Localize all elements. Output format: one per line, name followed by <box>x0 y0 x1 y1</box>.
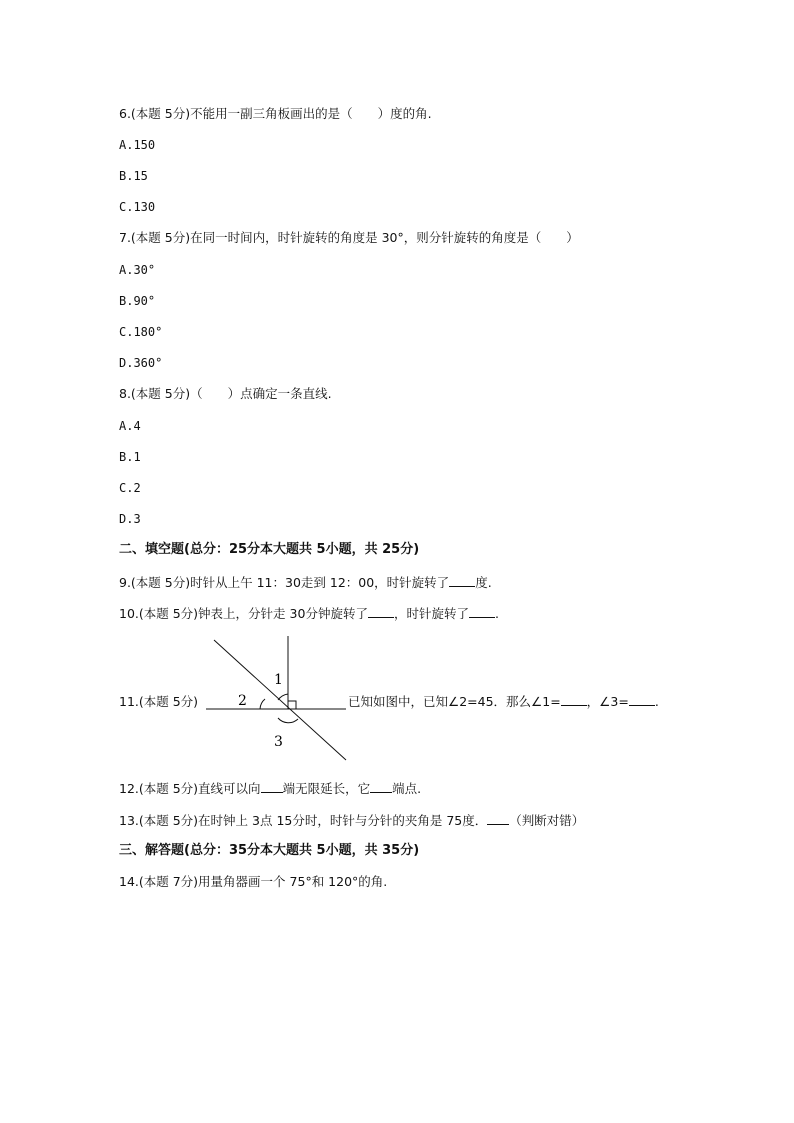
q10-text-before: 10.(本题 5分)钟表上，分针走 30分钟旋转了 <box>119 606 368 621</box>
q8-option-d: D.3 <box>119 512 141 526</box>
q8-stem: 8.(本题 5分)（ ）点确定一条直线. <box>119 386 332 401</box>
q11-answer-blank-2[interactable] <box>629 693 655 706</box>
q11-prefix: 11.(本题 5分) <box>119 694 199 709</box>
q8-option-c: C.2 <box>119 481 141 495</box>
q11-angle-figure <box>200 634 350 764</box>
section-2-heading: 二、填空题(总分：25分本大题共 5小题，共 25分) <box>119 542 420 557</box>
q10-answer-blank-2[interactable] <box>469 605 495 618</box>
q7-option-c: C.180° <box>119 325 163 339</box>
q11-answer-blank-1[interactable] <box>561 693 587 706</box>
q12-answer-blank-1[interactable] <box>261 780 283 793</box>
q7-option-a: A.30° <box>119 263 156 277</box>
label-2: 2 <box>238 693 247 709</box>
q9-text-after: 度. <box>475 575 492 590</box>
q11-text-before: 已知如图中，已知∠2=45．那么∠1= <box>348 694 561 709</box>
q14-stem: 14.(本题 7分)用量角器画一个 75°和 120°的角. <box>119 874 388 889</box>
q6-option-a: A.150 <box>119 138 156 152</box>
q10-line <box>119 605 499 622</box>
q10-text-after: . <box>494 606 499 621</box>
q12-text-after: 端点. <box>392 781 422 796</box>
q12-text-middle: 端无限延长，它 <box>282 781 371 796</box>
q11-text-middle: ，∠3= <box>586 694 629 709</box>
q8-option-a: A.4 <box>119 419 141 433</box>
label-1: 1 <box>274 672 283 688</box>
q13-text-before: 13.(本题 5分)在时钟上 3点 15分时，时针与分针的夹角是 75度． <box>119 813 488 828</box>
q9-line <box>119 574 492 591</box>
q10-text-middle: ，时针旋转了 <box>393 606 469 621</box>
q8-option-b: B.1 <box>119 450 141 464</box>
q11-text-after: . <box>654 694 659 709</box>
q13-answer-blank[interactable] <box>487 812 509 825</box>
q12-answer-blank-2[interactable] <box>370 780 392 793</box>
q9-text-before: 9.(本题 5分)时针从上午 11：30走到 12：00，时针旋转了 <box>119 575 450 590</box>
q13-line <box>119 812 584 829</box>
q12-text-before: 12.(本题 5分)直线可以向 <box>119 781 261 796</box>
angle-2-arc <box>260 699 265 709</box>
q7-option-d: D.360° <box>119 356 163 370</box>
q9-answer-blank[interactable] <box>449 574 475 587</box>
angle-3-arc <box>278 718 298 723</box>
q11-suffix <box>348 692 659 710</box>
q13-text-after: （判断对错） <box>509 813 585 828</box>
q12-line <box>119 780 421 797</box>
q6-stem: 6.(本题 5分)不能用一副三角板画出的是（ ）度的角. <box>119 106 432 121</box>
q6-option-c: C.130 <box>119 200 156 214</box>
q7-stem: 7.(本题 5分)在同一时间内，时针旋转的角度是 30°，则分针旋转的角度是（ ） <box>119 230 579 245</box>
q10-answer-blank-1[interactable] <box>368 605 394 618</box>
label-3: 3 <box>274 734 283 750</box>
q7-option-b: B.90° <box>119 294 156 308</box>
section-3-heading: 三、解答题(总分：35分本大题共 5小题，共 35分) <box>119 843 420 858</box>
q6-option-b: B.15 <box>119 169 148 183</box>
